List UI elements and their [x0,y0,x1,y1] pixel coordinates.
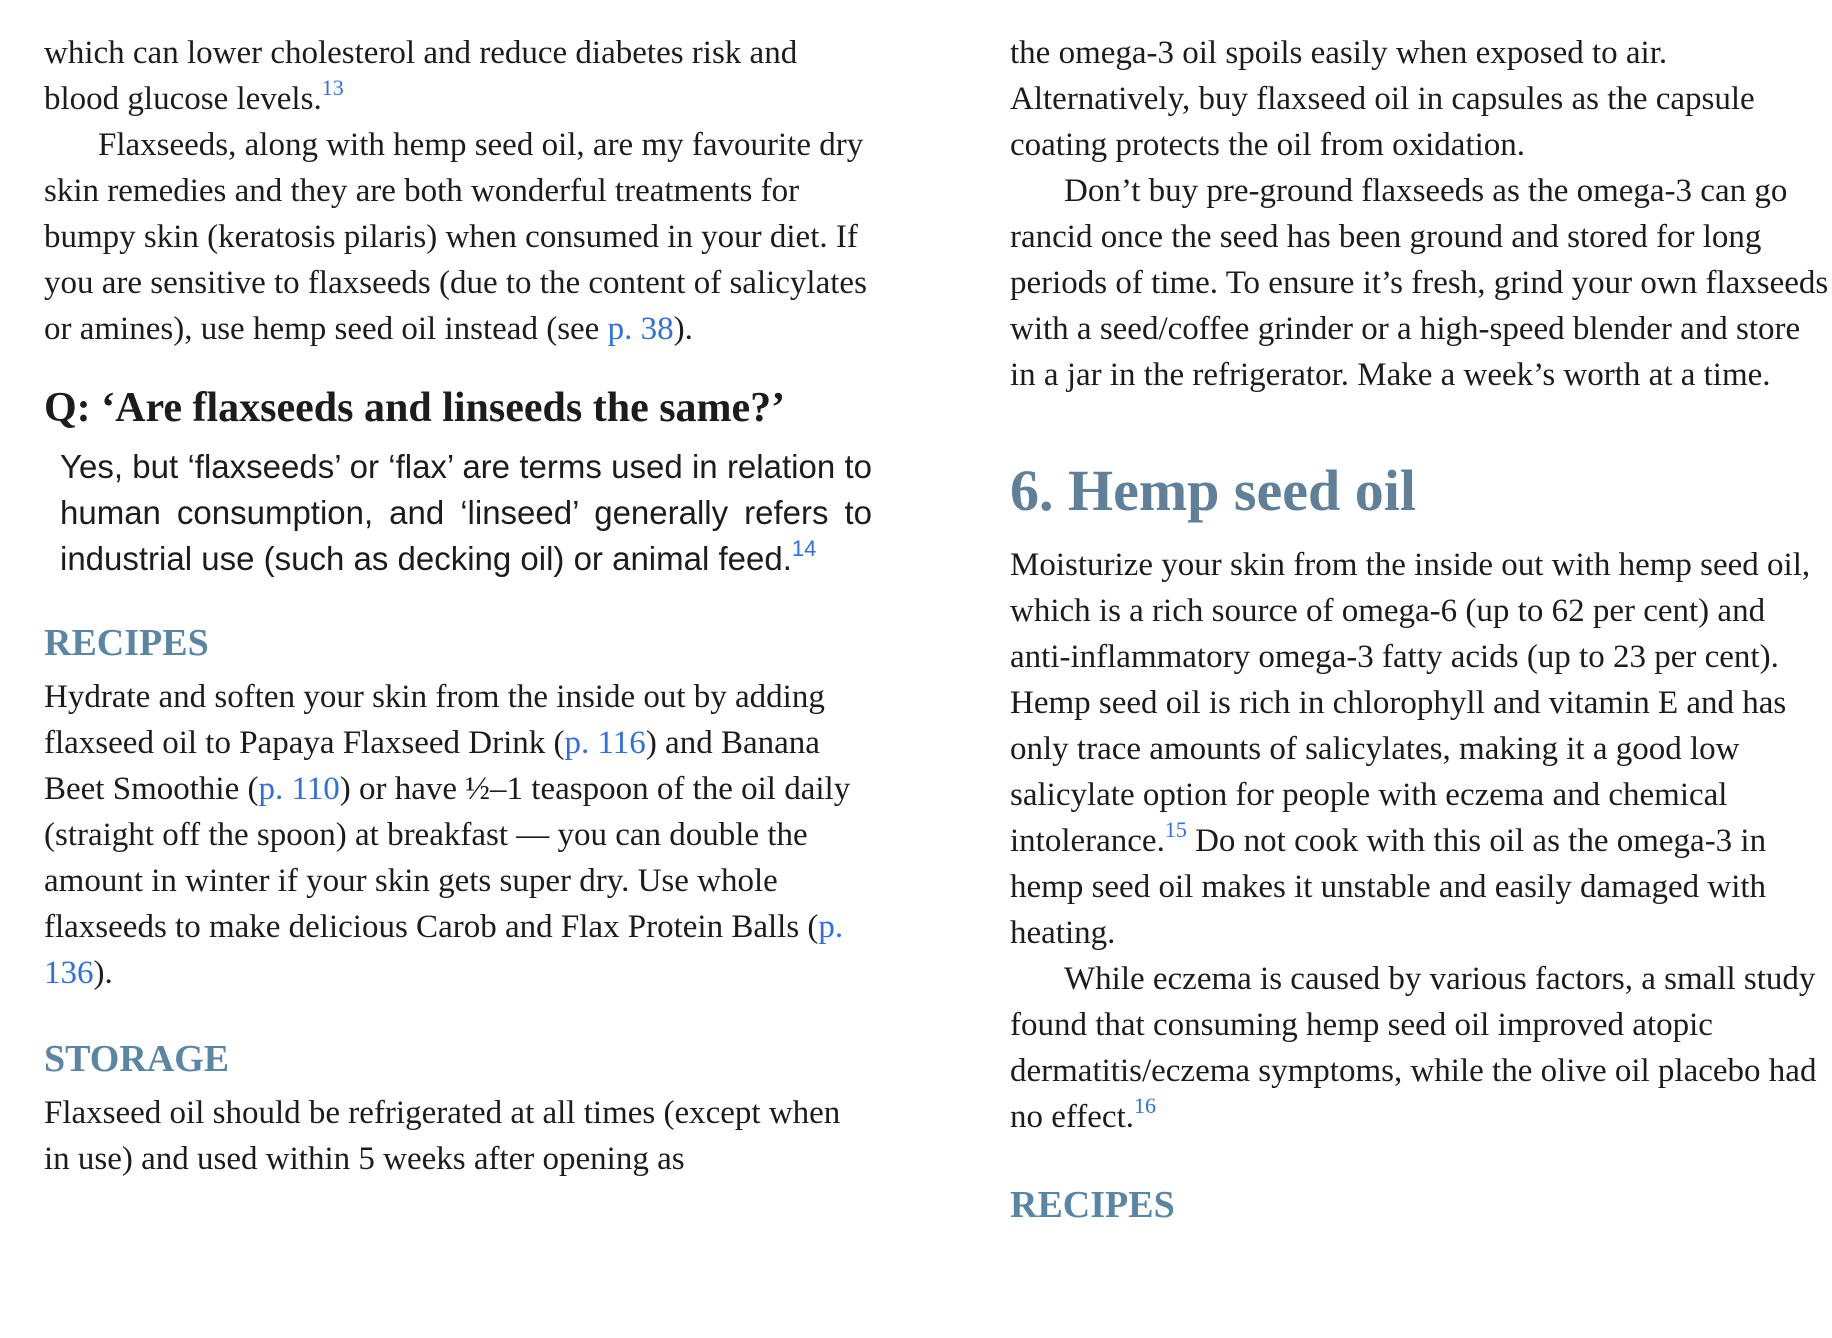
paragraph-cholesterol [44,30,872,122]
link-p38[interactable]: p. 38 [607,311,674,347]
recipes-heading: RECIPES [44,622,209,664]
footnote-ref-14[interactable]: 14 [791,536,817,561]
paragraph-flaxseeds-remedy [44,122,872,352]
recipes-heading-right: RECIPES [1010,1184,1175,1226]
paragraph-text: While eczema is caused by various factors, a small study found that consuming hemp seed oil improved atopic dermatitis/eczema symptoms, while the olive oil placebo had no effect. [1010,961,1817,1135]
paragraph-text: ) or have ½–1 teaspoon of the oil daily (straight off the spoon) at breakfast — you can double the amount in winter if your skin gets super dry. Use whole flaxseeds to make delicious Carob and Flax Protein Balls ( [44,771,851,945]
recipes-paragraph [44,674,872,996]
link-p136[interactable]: p. 136 [44,909,844,991]
footnote-ref-13[interactable]: 13 [321,75,344,100]
paragraph-omega3-spoils: the omega-3 oil spoils easily when exposed to air. Alternatively, buy flaxseed oil in capsules as the capsule coating protects the oil from oxidation. [1010,35,1755,163]
paragraph-text: Hydrate and soften your skin from the inside out by adding flaxseed oil to Papaya Flaxseed Drink ( [44,679,825,761]
answer-text: Yes, but ‘flaxseeds’ or ‘flax’ are terms used in relation to human consumption, and ‘linseed’ generally refers to industrial use (such as decking oil) or animal feed. [60,448,872,577]
paragraph-text: ). [673,311,693,347]
storage-paragraph: Flaxseed oil should be refrigerated at all times (except when in use) and used within 5 weeks after opening as [44,1095,841,1177]
paragraph-text: Do not cook with this oil as the omega-3 in hemp seed oil makes it unstable and easily damaged with heating. [1010,823,1767,951]
paragraph-text: Flaxseeds, along with hemp seed oil, are my favourite dry skin remedies and they are both wonderful treatments for bumpy skin (keratosis pilaris) when consumed in your diet. If you are sensitive to flaxseeds (due to the content of salicylates or amines), use hemp seed oil instead (see [44,127,867,347]
paragraph-text: Moisturize your skin from the inside out with hemp seed oil, which is a rich source of omega-6 (up to 62 per cent) and anti-inflammatory omega-3 fatty acids (up to 23 per cent). Hemp seed oil is rich in chlorophyll and vitamin E and has only trace amounts of salicylates, making it a good low salicylate option for people with eczema and chemical intolerance. [1010,547,1811,859]
paragraph-text: which can lower cholesterol and reduce diabetes risk and blood glucose levels. [44,35,798,117]
link-p116[interactable]: p. 116 [564,725,646,761]
right-column [1010,30,1832,1230]
storage-heading: STORAGE [44,1038,230,1080]
answer-paragraph [60,444,872,582]
paragraph-text: ) and Banana Beet Smoothie ( [44,725,820,807]
paragraph-hemp-moisturize [1010,542,1832,956]
footnote-ref-16[interactable]: 16 [1134,1093,1156,1118]
paragraph-preground: Don’t buy pre-ground flaxseeds as the omega-3 can go rancid once the seed has been ground and stored for long periods of time. To ensure it’s fresh, grind your own flaxseeds with a seed/coffee grinder or a high-speed blender and store in a jar in the refrigerator. Make a week’s worth at a time. [1010,173,1829,393]
question-heading: Q: ‘Are flaxseeds and linseeds the same?’ [44,385,786,431]
link-p110[interactable]: p. 110 [258,771,340,807]
paragraph-text: ). [93,955,113,991]
footnote-ref-15[interactable]: 15 [1164,817,1187,842]
left-column [44,30,872,1182]
paragraph-eczema-study [1010,956,1832,1140]
section-heading-hemp-seed-oil: 6. Hemp seed oil [1010,458,1416,523]
